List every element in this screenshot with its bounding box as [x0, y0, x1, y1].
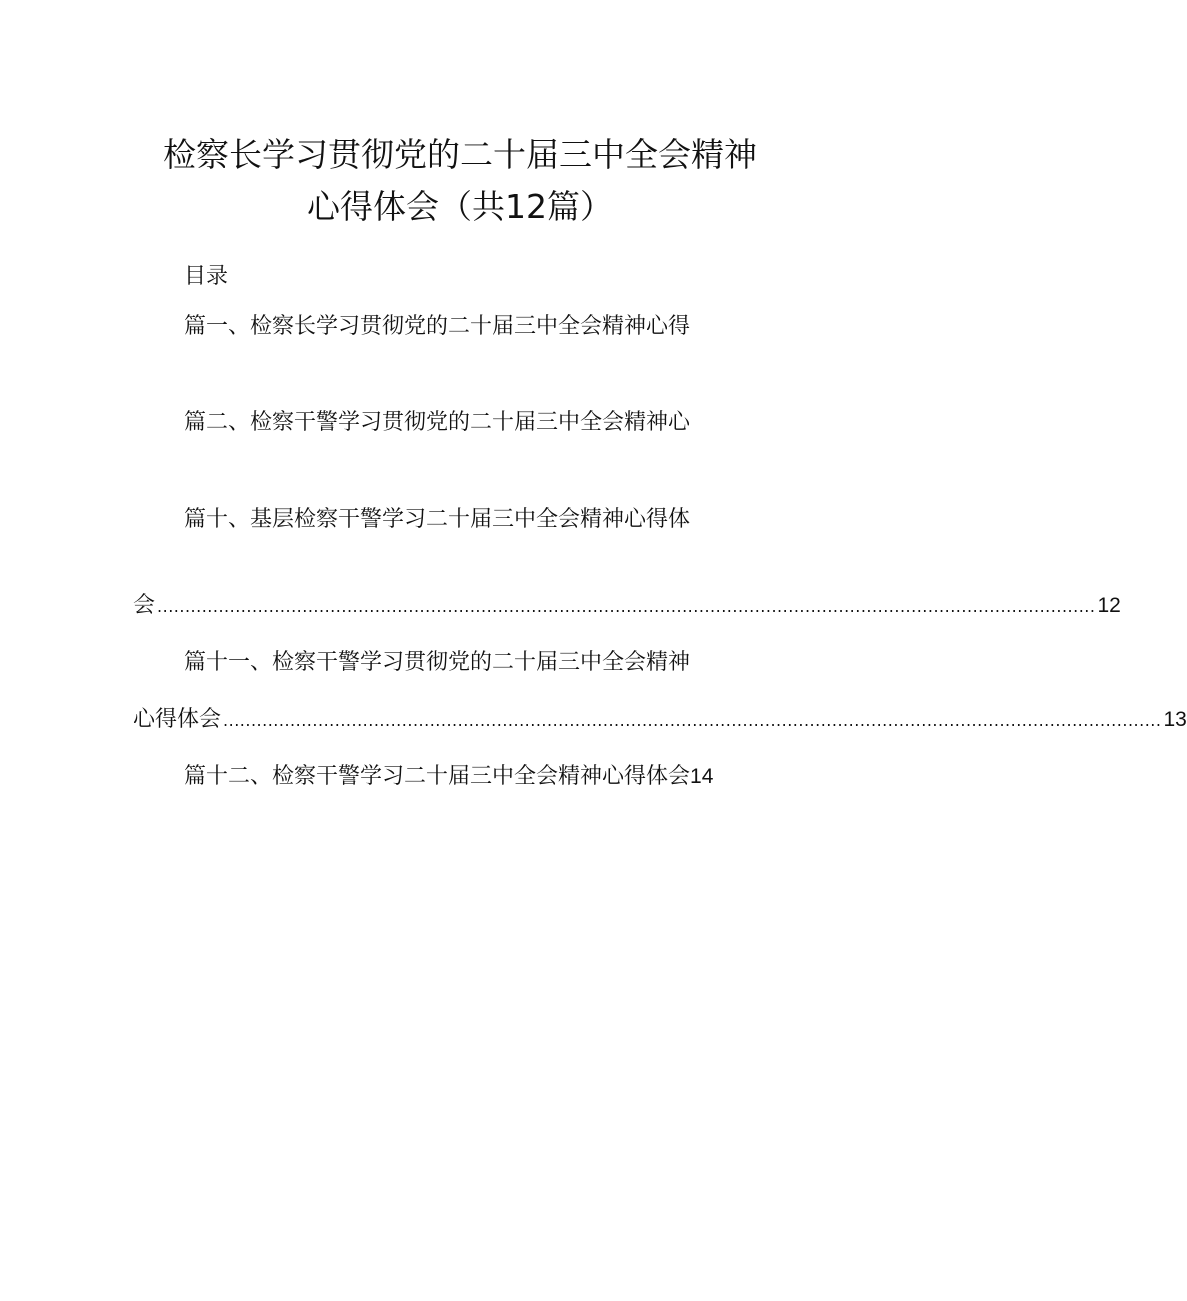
toc-entry-5[interactable]	[184, 762, 713, 792]
toc-entry-3-page: 12	[1097, 594, 1121, 617]
toc-entry-5-page: 14	[690, 765, 714, 788]
document-title-line-2: 心得体会（共12篇）	[307, 187, 613, 226]
toc-entry-4-page: 13	[1163, 708, 1187, 731]
toc-entry-3-continuation[interactable]	[133, 591, 1121, 622]
toc-entry-4-continuation[interactable]	[133, 705, 1187, 736]
document-title-line-1: 检察长学习贯彻党的二十届三中全会精神	[163, 135, 757, 174]
toc-entry-2[interactable]	[184, 408, 690, 438]
toc-entry-4-text-cont: 心得体会	[133, 707, 222, 732]
toc-entry-2-text: 篇二、检察干警学习贯彻党的二十届三中全会精神心	[184, 410, 691, 435]
toc-entry-3-text-cont: 会	[133, 593, 156, 618]
dot-leader: ........................................................................................................................................................................	[223, 711, 1162, 730]
toc-entry-4[interactable]	[184, 648, 690, 678]
toc-entry-3-text: 篇十、基层检察干警学习二十届三中全会精神心得体	[184, 507, 691, 532]
dot-leader: ........................................................................................................................................................................	[157, 597, 1096, 616]
toc-heading: 目录	[184, 264, 229, 289]
toc-entry-1-text: 篇一、检察长学习贯彻党的二十届三中全会精神心得	[184, 314, 691, 339]
toc-entry-1[interactable]	[184, 312, 690, 342]
toc-entry-5-text: 篇十二、检察干警学习二十届三中全会精神心得体会	[184, 764, 691, 789]
toc-entry-3[interactable]	[184, 505, 690, 535]
toc-entry-4-text: 篇十一、检察干警学习贯彻党的二十届三中全会精神	[184, 650, 691, 675]
